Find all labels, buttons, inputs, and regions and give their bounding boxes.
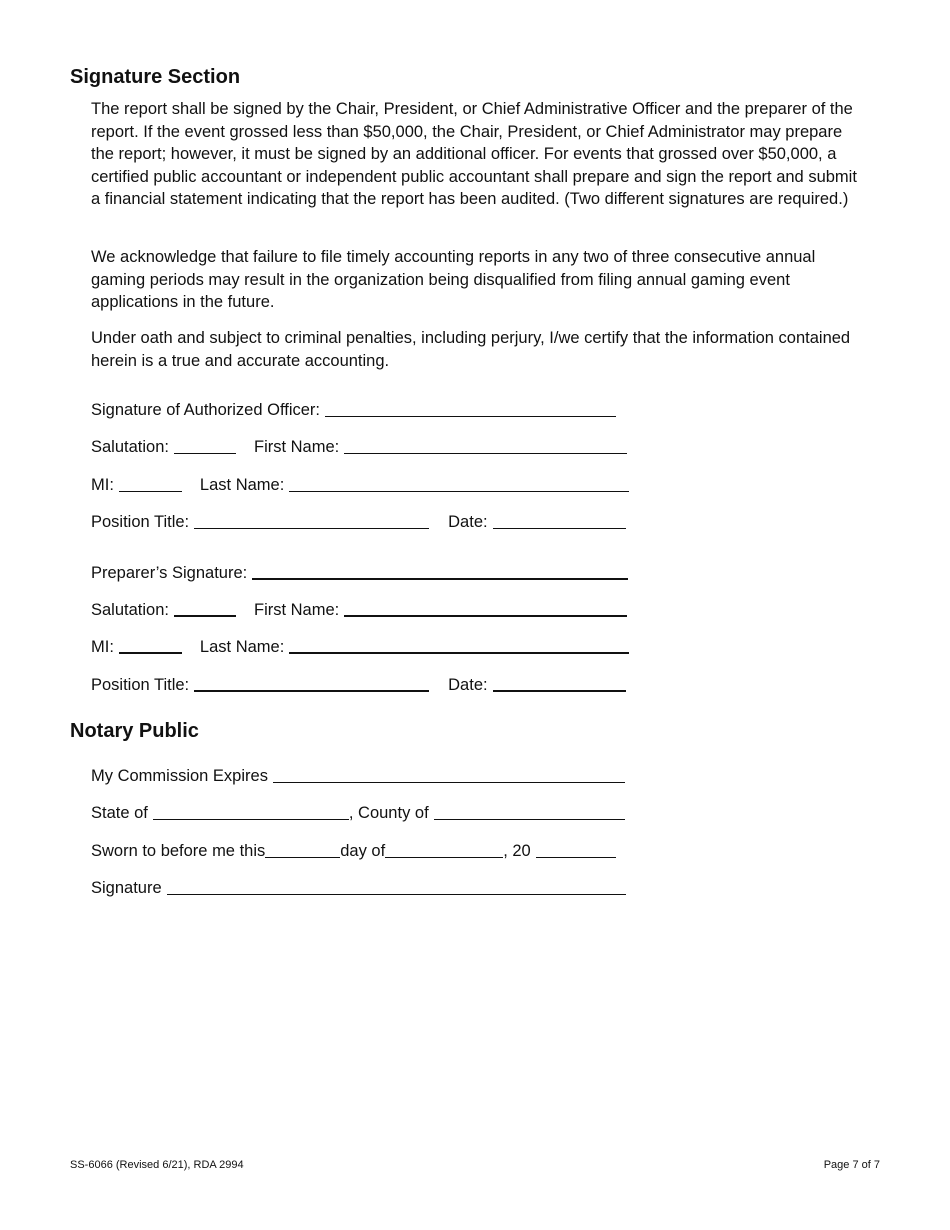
notary-signature-label: Signature: [91, 879, 162, 897]
officer-first-name-label: First Name:: [253, 438, 340, 456]
preparer-signature-field[interactable]: [252, 577, 628, 580]
officer-last-name-row: [91, 476, 629, 495]
commission-expires-field[interactable]: [273, 781, 625, 783]
officer-signature-field[interactable]: [325, 415, 616, 417]
state-label: State of: [91, 804, 148, 822]
commission-row: [91, 767, 625, 786]
notary-signature-row: [91, 879, 626, 898]
preparer-first-name-label: First Name:: [253, 601, 340, 619]
sworn-row: [91, 842, 616, 861]
officer-position-title-field[interactable]: [194, 527, 429, 529]
preparer-signature-label: Preparer’s Signature:: [91, 564, 248, 582]
sworn-year-field[interactable]: [536, 856, 616, 858]
preparer-mi-field[interactable]: [119, 651, 182, 654]
signature-instructions-paragraph: The report shall be signed by the Chair, President, or Chief Administrative Officer and the preparer of the report. If the event grossed less than $50,000, the Chair, President, or Chief Administrator may prepare the report; however, it must be signed by an additional officer. For events that grossed over $50,000, a certified public accountant or independent public accountant shall prepare and sign the report and submit a financial statement indicating that the report has been audited. (Two different signatures are required.): [91, 100, 857, 208]
sworn-day-field[interactable]: [265, 856, 340, 858]
commission-expires-label: My Commission Expires: [91, 767, 268, 785]
officer-date-label: Date:: [448, 513, 488, 531]
county-label: , County of: [348, 804, 429, 822]
preparer-position-title-label: Position Title:: [91, 676, 190, 694]
officer-salutation-field[interactable]: [174, 452, 236, 454]
preparer-date-field[interactable]: [493, 689, 626, 692]
officer-mi-field[interactable]: [119, 490, 182, 492]
officer-salutation-label: Salutation:: [91, 438, 169, 456]
page-number-footer: Page 7 of 7: [823, 1159, 880, 1171]
sworn-label: Sworn to before me this: [91, 842, 266, 860]
preparer-salutation-field[interactable]: [174, 614, 236, 617]
county-field[interactable]: [434, 818, 625, 820]
preparer-first-name-field[interactable]: [344, 614, 627, 617]
sworn-month-field[interactable]: [385, 856, 503, 858]
preparer-signature-row: [91, 564, 628, 583]
officer-first-name-field[interactable]: [344, 452, 627, 454]
officer-position-row: [91, 513, 626, 532]
officer-name-row: [91, 438, 627, 457]
preparer-last-name-row: [91, 638, 629, 657]
officer-position-title-label: Position Title:: [91, 513, 190, 531]
year-prefix-label: , 20: [503, 842, 531, 860]
preparer-mi-label: MI:: [91, 638, 114, 656]
officer-signature-label: Signature of Authorized Officer:: [91, 401, 320, 419]
officer-date-field[interactable]: [493, 527, 626, 529]
officer-mi-label: MI:: [91, 476, 114, 494]
notary-public-heading: Notary Public: [70, 720, 199, 742]
oath-paragraph: Under oath and subject to criminal penalties, including perjury, I/we certify that the information contained herein is a true and accurate accounting.: [91, 329, 851, 370]
preparer-last-name-label: Last Name:: [199, 638, 285, 656]
signature-section-heading: Signature Section: [70, 66, 241, 88]
state-county-row: [91, 804, 625, 823]
preparer-position-title-field[interactable]: [194, 689, 429, 692]
notary-signature-field[interactable]: [167, 893, 626, 895]
acknowledgement-paragraph: We acknowledge that failure to file timely accounting reports in any two of three consecutive annual gaming periods may result in the organization being disqualified from filing annual gaming event applications in the future.: [91, 248, 816, 311]
preparer-position-row: [91, 676, 626, 695]
officer-last-name-label: Last Name:: [199, 476, 285, 494]
form-id-footer: SS-6066 (Revised 6/21), RDA 2994: [70, 1159, 244, 1171]
state-field[interactable]: [153, 818, 349, 820]
day-of-label: day of: [340, 842, 386, 860]
preparer-salutation-label: Salutation:: [91, 601, 169, 619]
officer-signature-row: [91, 401, 616, 420]
preparer-name-row: [91, 601, 627, 620]
officer-last-name-field[interactable]: [289, 490, 629, 492]
preparer-last-name-field[interactable]: [289, 651, 629, 654]
preparer-date-label: Date:: [448, 676, 488, 694]
